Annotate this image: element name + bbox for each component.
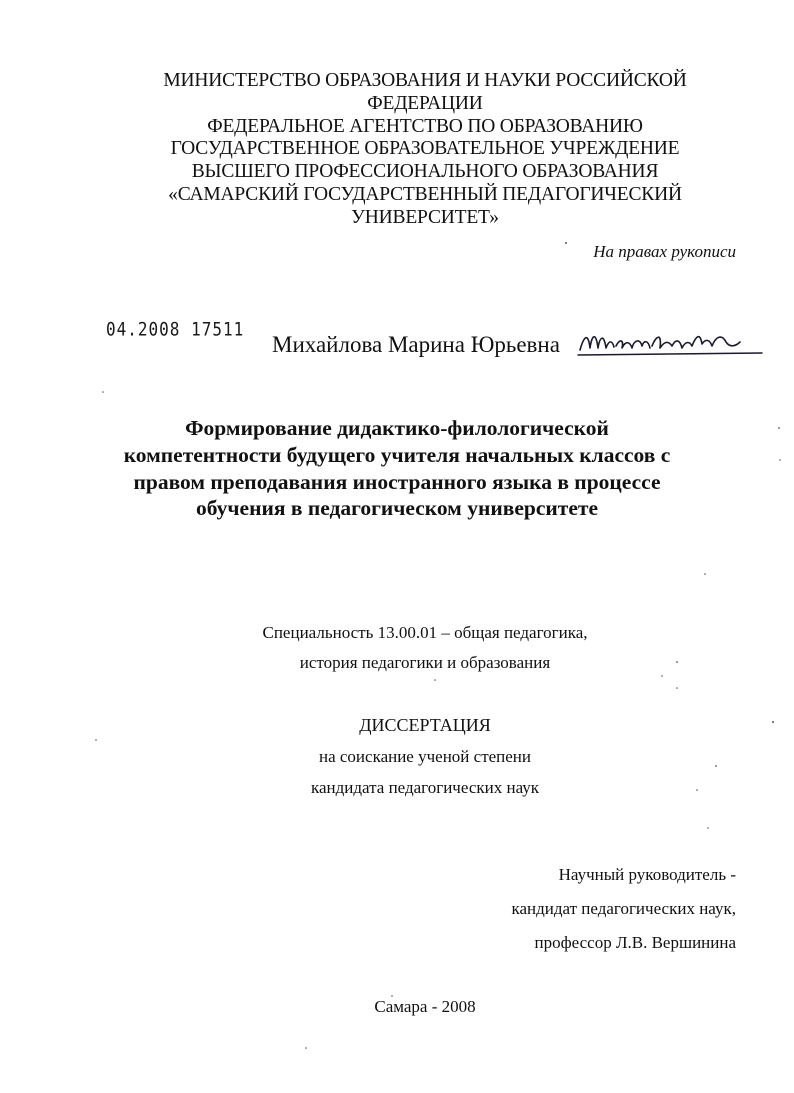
specialty-line: Специальность 13.00.01 – общая педагогика,	[262, 623, 588, 642]
document-kind: ДИССЕРТАЦИЯ	[359, 715, 491, 735]
dissertation-title	[60, 415, 734, 522]
supervisor-degree: кандидат педагогических наук,	[511, 899, 736, 918]
archive-stamp: 04.2008 17511	[106, 318, 245, 340]
title-line: Формирование дидактико-филологической	[185, 416, 609, 440]
title-line: правом преподавания иностранного языка в процессе	[133, 469, 661, 494]
specialty-block	[100, 618, 750, 678]
city-year: Самара - 2008	[374, 997, 476, 1016]
manuscript-rights-note: На правах рукописи	[593, 242, 736, 261]
supervisor-block	[511, 858, 736, 960]
title-line: обучения в педагогическом университете	[196, 496, 598, 521]
supervisor-name: профессор Л.В. Вершинина	[534, 933, 736, 952]
header-line: ВЫСШЕГО ПРОФЕССИОНАЛЬНОГО ОБРАЗОВАНИЯ	[191, 161, 659, 183]
supervisor-role: Научный руководитель -	[558, 865, 736, 884]
header-line: ФЕДЕРАЦИИ	[367, 92, 483, 114]
header-line: УНИВЕРСИТЕТ»	[351, 206, 499, 228]
header-line: ФЕДЕРАЛЬНОЕ АГЕНТСТВО ПО ОБРАЗОВАНИЮ	[207, 115, 643, 137]
dissertation-block	[100, 710, 750, 803]
header-line: «САМАРСКИЙ ГОСУДАРСТВЕННЫЙ ПЕДАГОГИЧЕСКИЙ	[168, 183, 682, 205]
degree-name: кандидата педагогических наук	[310, 778, 540, 797]
specialty-line: история педагогики и образования	[299, 653, 551, 672]
author-name: Михайлова Марина Юрьевна	[272, 332, 560, 357]
author-signature	[576, 322, 766, 362]
title-line: компетентности будущего учителя начальных классов с	[123, 442, 671, 467]
institution-header	[100, 70, 750, 230]
header-line: ГОСУДАРСТВЕННОЕ ОБРАЗОВАТЕЛЬНОЕ УЧРЕЖДЕНИЕ	[170, 138, 680, 160]
header-line: МИНИСТЕРСТВО ОБРАЗОВАНИЯ И НАУКИ РОССИЙСКОЙ	[163, 70, 687, 91]
degree-purpose: на соискание ученой степени	[318, 747, 532, 766]
